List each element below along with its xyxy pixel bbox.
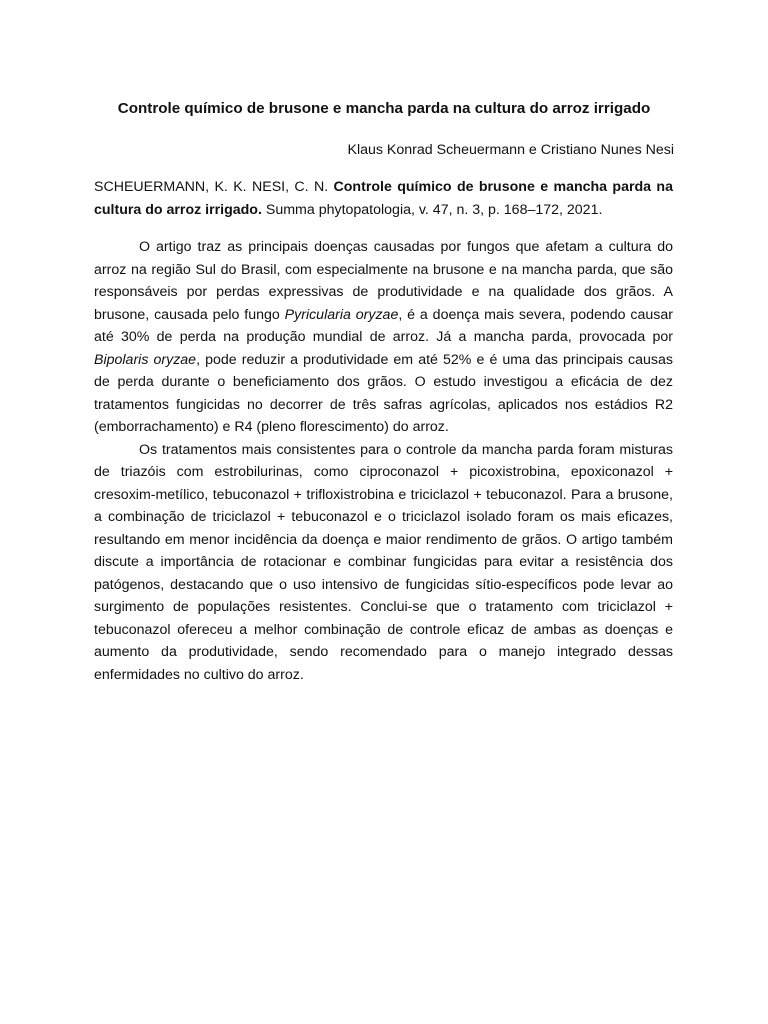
reference-title: Controle químico de brusone e mancha parda na cultura do arroz irrigado. xyxy=(94,179,673,218)
reference-source: Summa phytopatologia, v. 47, n. 3, p. 168–172, 2021. xyxy=(265,201,603,218)
document-title: Controle químico de brusone e mancha parda na cultura do arroz irrigado xyxy=(117,100,651,117)
reference-authors: SCHEUERMANN, K. K. NESI, C. N. xyxy=(94,179,329,195)
bibliographic-reference xyxy=(94,176,673,221)
paragraph-1 xyxy=(94,236,673,439)
paragraph-2: Os tratamentos mais consistentes para o controle da mancha parda foram misturas de triazóis com estrobilurinas, como ciproconazol + picoxistrobina, epoxiconazol + cresoxim-metílico, tebuconazol + trifloxistrobina e triciclazol + tebuconazol. Para a brusone, a combinação de triciclazol + tebuconazol e o triciclazol isolado foram os mais eficazes, resultando em menor incidência da doença e maior rendimento de grãos. O artigo também discute a importância de rotacionar e combinar fungicidas para evitar a resistência dos patógenos, destacando que o uso intensivo de fungicidas sítio-específicos pode levar ao surgimento de populações resistentes. Conclui-se que o tratamento com triciclazol + tebuconazol ofereceu a melhor combinação de controle eficaz de ambas as doenças e aumento da produtividade, sendo recomendado para o manejo integrado dessas enfermidades no cultivo do arroz. xyxy=(94,441,673,683)
paragraph-1-text-b: , é a doença mais severa, podendo causar até 30% de perda na produção mundial de arroz. Já a mancha parda, provocada por xyxy=(94,306,673,345)
summary-body xyxy=(94,236,673,686)
paragraph-1-text-a: O artigo traz as principais doenças causadas por fungos que afetam a cultura do arroz na região Sul do Brasil, com especialmente na brusone e na mancha parda, que são responsáveis por perdas expressivas de produtividade e na qualidade dos grãos. A brusone, causada pelo fungo xyxy=(94,239,673,323)
document-authors: Klaus Konrad Scheuermann e Cristiano Nunes Nesi xyxy=(347,142,674,158)
species-name-bipolaris: Bipolaris oryzae xyxy=(94,351,197,368)
paragraph-1-text-c: , pode reduzir a produtividade em até 52% e é uma das principais causas de perda durante o beneficiamento dos grãos. O estudo investigou a eficácia de dez tratamentos fungicidas no decorrer de três safras agrícolas, aplicados nos estádios R2 (emborrachamento) e R4 (pleno florescimento) do arroz. xyxy=(94,351,674,435)
species-name-pyricularia: Pyricularia oryzae xyxy=(284,306,399,323)
